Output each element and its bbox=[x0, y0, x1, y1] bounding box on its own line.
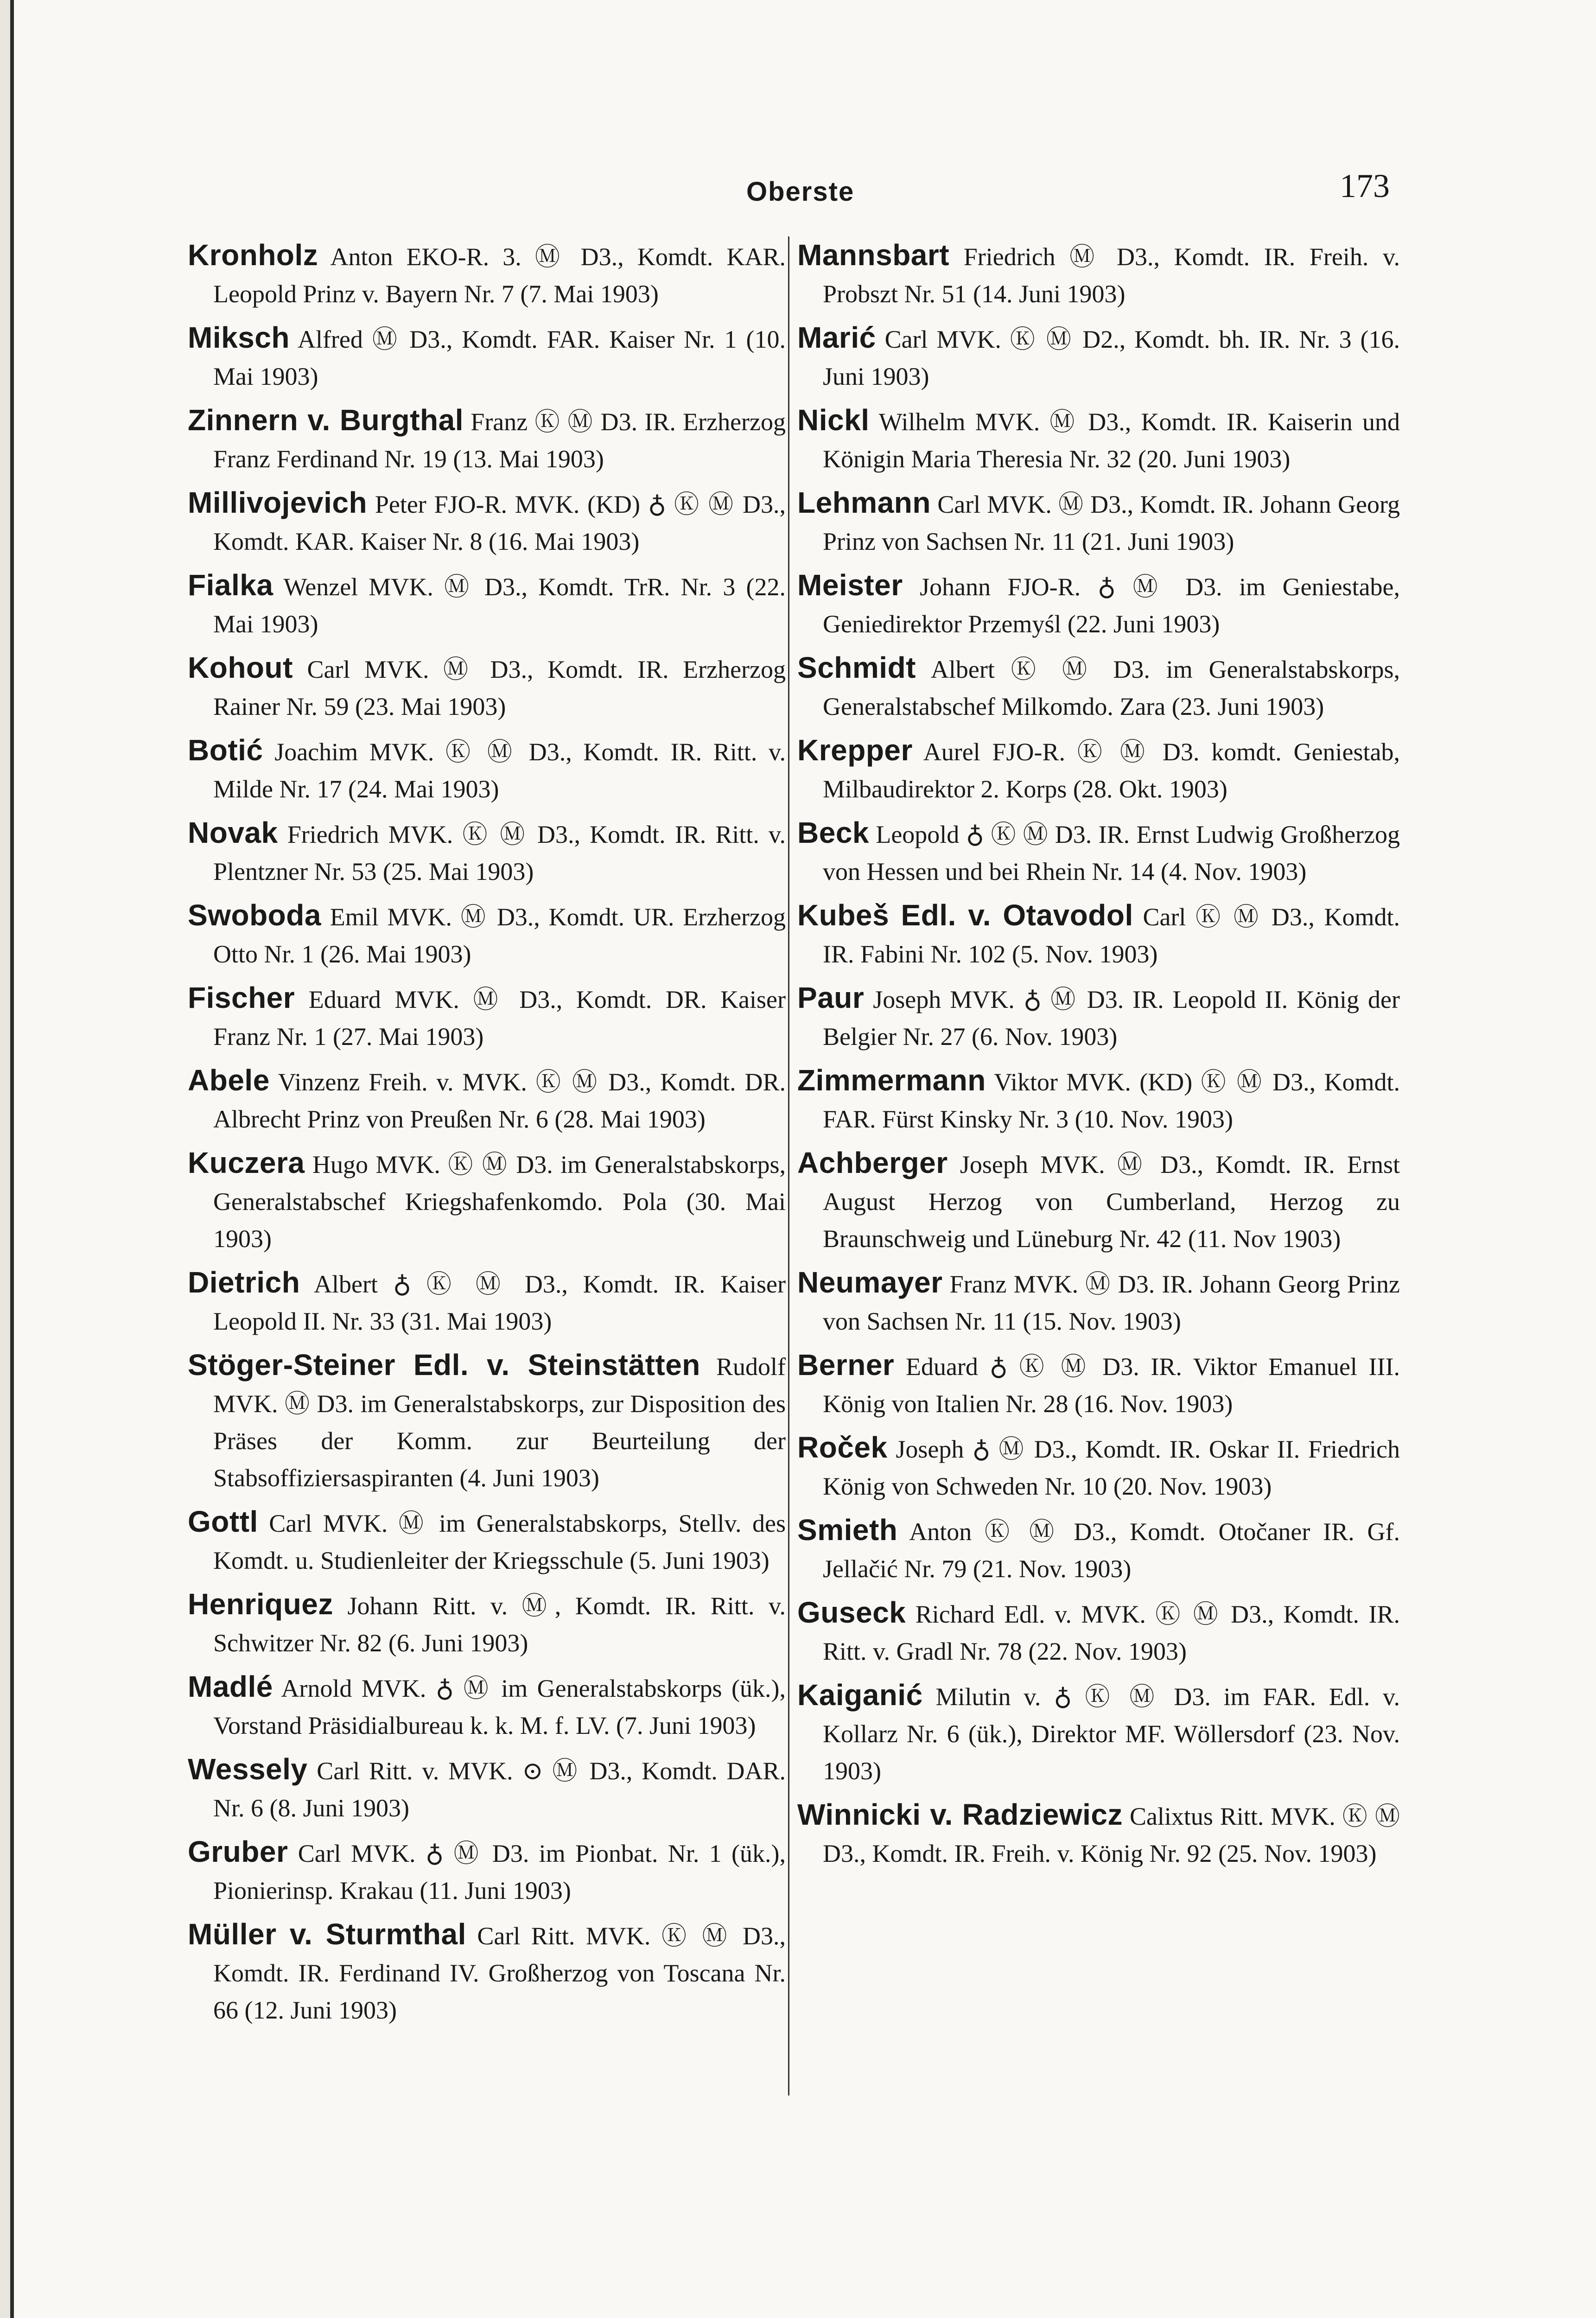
page-header bbox=[14, 167, 1596, 223]
entry-details: Albert Ⓚ Ⓜ D3. im Generalstabskorps, Generalstabschef Milkomdo. Zara (23. Juni 1903) bbox=[823, 656, 1400, 720]
officer-name: Kubeš Edl. v. Otavodol bbox=[797, 898, 1133, 932]
column-divider bbox=[788, 236, 789, 2095]
entry-details: Milutin v. ♁ Ⓚ Ⓜ D3. im FAR. Edl. v. Kollarz Nr. 6 (ük.), Direktor MF. Wöllersdorf (23. Nov. 1903) bbox=[823, 1683, 1400, 1785]
entry-details: Peter FJO-R. MVK. (KD) ♁ Ⓚ Ⓜ D3., Komdt. KAR. Kaiser Nr. 8 (16. Mai 1903) bbox=[213, 490, 786, 555]
register-entry bbox=[797, 319, 1400, 395]
entry-details: Carl MVK. Ⓚ Ⓜ D2., Komdt. bh. IR. Nr. 3 (16. Juni 1903) bbox=[823, 325, 1400, 390]
entry-details: Carl MVK. Ⓜ D3., Komdt. IR. Johann Georg Prinz von Sachsen Nr. 11 (21. Juni 1903) bbox=[823, 490, 1400, 555]
officer-name: Meister bbox=[797, 568, 903, 602]
register-entry bbox=[188, 1346, 786, 1497]
entry-details: Eduard MVK. Ⓜ D3., Komdt. DR. Kaiser Franz Nr. 1 (27. Mai 1903) bbox=[213, 986, 786, 1051]
officer-name: Miksch bbox=[188, 321, 290, 354]
officer-name: Wessely bbox=[188, 1752, 308, 1786]
entry-details: Rudolf MVK. Ⓜ D3. im Generalstabskorps, zur Disposition des Präses der Komm. zur Beurteilung der Stabsoffiziersaspiranten (4. Juni 1903) bbox=[213, 1353, 786, 1492]
officer-name: Kohout bbox=[188, 651, 293, 684]
entry-details: Friedrich MVK. Ⓚ Ⓜ D3., Komdt. IR. Ritt. v. Plentzner Nr. 53 (25. Mai 1903) bbox=[213, 821, 786, 885]
officer-name: Neumayer bbox=[797, 1266, 943, 1299]
officer-name: Abele bbox=[188, 1063, 270, 1097]
officer-name: Botić bbox=[188, 733, 263, 767]
register-entry bbox=[188, 484, 786, 560]
officer-name: Zinnern v. Burgthal bbox=[188, 403, 464, 437]
register-entry bbox=[188, 1751, 786, 1827]
officer-name: Kronholz bbox=[188, 238, 318, 272]
running-head: Oberste bbox=[746, 177, 855, 207]
officer-name: Lehmann bbox=[797, 486, 931, 519]
register-entry bbox=[797, 567, 1400, 643]
entry-details: Aurel FJO-R. Ⓚ Ⓜ D3. komdt. Geniestab, Milbaudirektor 2. Korps (28. Okt. 1903) bbox=[823, 738, 1400, 803]
register-entry bbox=[188, 649, 786, 725]
entry-details: Anton Ⓚ Ⓜ D3., Komdt. Otočaner IR. Gf. Jellačić Nr. 79 (21. Nov. 1903) bbox=[823, 1518, 1400, 1583]
register-entry bbox=[188, 1062, 786, 1138]
officer-name: Kuczera bbox=[188, 1146, 305, 1179]
entry-details: Richard Edl. v. MVK. Ⓚ Ⓜ D3., Komdt. IR. Ritt. v. Gradl Nr. 78 (22. Nov. 1903) bbox=[823, 1600, 1400, 1665]
entry-details: Friedrich Ⓜ D3., Komdt. IR. Freih. v. Probszt Nr. 51 (14. Juni 1903) bbox=[823, 243, 1400, 308]
officer-name: Beck bbox=[797, 816, 869, 849]
register-entry bbox=[797, 814, 1400, 890]
officer-name: Mannsbart bbox=[797, 238, 950, 272]
officer-name: Schmidt bbox=[797, 651, 916, 684]
officer-name: Nickl bbox=[797, 403, 870, 437]
register-entry bbox=[188, 1833, 786, 1909]
register-entry bbox=[797, 1346, 1400, 1422]
officer-name: Fialka bbox=[188, 568, 273, 602]
entry-details: Johann FJO-R. ♁ Ⓜ D3. im Geniestabe, Geniedirektor Przemyśl (22. Juni 1903) bbox=[823, 573, 1400, 638]
entry-details: Carl Ritt. MVK. Ⓚ Ⓜ D3., Komdt. IR. Ferdinand IV. Großherzog von Toscana Nr. 66 (12. Juni 1903) bbox=[213, 1922, 786, 2024]
register-entry bbox=[797, 484, 1400, 560]
book-page bbox=[10, 0, 1596, 2318]
entry-details: Franz MVK. Ⓜ D3. IR. Johann Georg Prinz von Sachsen Nr. 11 (15. Nov. 1903) bbox=[823, 1270, 1400, 1335]
officer-name: Millivojevich bbox=[188, 486, 368, 519]
register-entry bbox=[797, 1144, 1400, 1257]
entry-details: Joachim MVK. Ⓚ Ⓜ D3., Komdt. IR. Ritt. v. Milde Nr. 17 (24. Mai 1903) bbox=[213, 738, 786, 803]
register-entry bbox=[797, 236, 1400, 312]
officer-name: Swoboda bbox=[188, 898, 321, 932]
register-entry bbox=[797, 1594, 1400, 1670]
officer-name: Roček bbox=[797, 1431, 888, 1464]
entry-details: Vinzenz Freih. v. MVK. Ⓚ Ⓜ D3., Komdt. DR. Albrecht Prinz von Preußen Nr. 6 (28. Mai 1903) bbox=[213, 1068, 786, 1133]
entry-details: Eduard ♁ Ⓚ Ⓜ D3. IR. Viktor Emanuel III. König von Italien Nr. 28 (16. Nov. 1903) bbox=[823, 1353, 1400, 1418]
entry-details: Leopold ♁ Ⓚ Ⓜ D3. IR. Ernst Ludwig Großherzog von Hessen und bei Rhein Nr. 14 (4. Nov. 1903) bbox=[823, 821, 1400, 885]
register-entry bbox=[188, 814, 786, 890]
entry-details: Joseph MVK. ♁ Ⓜ D3. IR. Leopold II. König der Belgier Nr. 27 (6. Nov. 1903) bbox=[823, 986, 1400, 1051]
officer-name: Krepper bbox=[797, 733, 913, 767]
entry-details: Arnold MVK. ♁ Ⓜ im Generalstabskorps (ük.), Vorstand Präsidialbureau k. k. M. f. LV. (7. Juni 1903) bbox=[213, 1675, 786, 1739]
register-entry bbox=[188, 401, 786, 478]
entry-details: Wilhelm MVK. Ⓜ D3., Komdt. IR. Kaiserin und Königin Maria Theresia Nr. 32 (20. Juni 1903) bbox=[823, 408, 1400, 473]
register-entry bbox=[188, 236, 786, 312]
entry-details: Johann Ritt. v. Ⓜ, Komdt. IR. Ritt. v. Schwitzer Nr. 82 (6. Juni 1903) bbox=[213, 1592, 786, 1657]
register-entry bbox=[797, 1796, 1400, 1872]
officer-name: Henriquez bbox=[188, 1587, 333, 1621]
register-entry bbox=[797, 649, 1400, 725]
register-entry bbox=[188, 1586, 786, 1662]
entry-details: Carl MVK. Ⓜ D3., Komdt. IR. Erzherzog Rainer Nr. 59 (23. Mai 1903) bbox=[213, 656, 786, 720]
officer-name: Zimmermann bbox=[797, 1063, 986, 1097]
officer-name: Gottl bbox=[188, 1505, 258, 1538]
register-entry bbox=[797, 1429, 1400, 1505]
register-entry bbox=[188, 979, 786, 1055]
entry-details: Albert ♁ Ⓚ Ⓜ D3., Komdt. IR. Kaiser Leopold II. Nr. 33 (31. Mai 1903) bbox=[213, 1270, 786, 1335]
entry-details: Emil MVK. Ⓜ D3., Komdt. UR. Erzherzog Otto Nr. 1 (26. Mai 1903) bbox=[213, 903, 786, 968]
entry-details: Franz Ⓚ Ⓜ D3. IR. Erzherzog Franz Ferdinand Nr. 19 (13. Mai 1903) bbox=[213, 408, 786, 473]
officer-name: Berner bbox=[797, 1348, 895, 1382]
register-entry bbox=[188, 1916, 786, 2029]
officer-name: Stöger-Steiner Edl. v. Steinstätten bbox=[188, 1348, 700, 1382]
register-entry bbox=[797, 401, 1400, 478]
entry-details: Carl Ritt. v. MVK. ⊙ Ⓜ D3., Komdt. DAR. Nr. 6 (8. Juni 1903) bbox=[213, 1757, 786, 1822]
register-entry bbox=[797, 1264, 1400, 1340]
entry-details: Alfred Ⓜ D3., Komdt. FAR. Kaiser Nr. 1 (10. Mai 1903) bbox=[213, 325, 786, 390]
officer-name: Gruber bbox=[188, 1835, 288, 1868]
entry-details: Carl Ⓚ Ⓜ D3., Komdt. IR. Fabini Nr. 102 (5. Nov. 1903) bbox=[823, 903, 1400, 968]
register-entry bbox=[797, 1062, 1400, 1138]
entry-details: Joseph ♁ Ⓜ D3., Komdt. IR. Oskar II. Friedrich König von Schweden Nr. 10 (20. Nov. 1903) bbox=[823, 1435, 1400, 1500]
officer-name: Müller v. Sturmthal bbox=[188, 1917, 466, 1951]
register-entry bbox=[188, 1503, 786, 1579]
register-entry bbox=[188, 319, 786, 395]
entry-details: Calixtus Ritt. MVK. Ⓚ Ⓜ D3., Komdt. IR. Freih. v. König Nr. 92 (25. Nov. 1903) bbox=[823, 1802, 1400, 1867]
left-column bbox=[188, 236, 786, 2035]
entry-details: Carl MVK. ♁ Ⓜ D3. im Pionbat. Nr. 1 (ük.), Pionierinsp. Krakau (11. Juni 1903) bbox=[213, 1840, 786, 1904]
register-entry bbox=[797, 732, 1400, 808]
entry-details: Carl MVK. Ⓜ im Generalstabskorps, Stellv. des Komdt. u. Studienleiter der Kriegsschule (5. Juni 1903) bbox=[213, 1509, 786, 1574]
officer-name: Dietrich bbox=[188, 1266, 300, 1299]
officer-name: Guseck bbox=[797, 1596, 906, 1629]
officer-name: Madlé bbox=[188, 1670, 273, 1703]
register-entry bbox=[188, 732, 786, 808]
officer-name: Marić bbox=[797, 321, 876, 354]
entry-details: Anton EKO-R. 3. Ⓜ D3., Komdt. KAR. Leopold Prinz v. Bayern Nr. 7 (7. Mai 1903) bbox=[213, 243, 786, 308]
officer-name: Winnicki v. Radziewicz bbox=[797, 1798, 1123, 1831]
register-entry bbox=[188, 1264, 786, 1340]
register-entry bbox=[797, 979, 1400, 1055]
officer-name: Achberger bbox=[797, 1146, 948, 1179]
register-entry bbox=[797, 1511, 1400, 1587]
right-column bbox=[797, 236, 1400, 1879]
officer-name: Smieth bbox=[797, 1513, 898, 1547]
register-entry bbox=[188, 897, 786, 973]
register-entry bbox=[188, 567, 786, 643]
officer-name: Paur bbox=[797, 981, 865, 1014]
entry-details: Joseph MVK. Ⓜ D3., Komdt. IR. Ernst August Herzog von Cumberland, Herzog zu Braunschweig und Lüneburg Nr. 42 (11. Nov 1903) bbox=[823, 1151, 1400, 1253]
register-entry bbox=[188, 1144, 786, 1257]
register-entry bbox=[188, 1668, 786, 1744]
entry-details: Hugo MVK. Ⓚ Ⓜ D3. im Generalstabskorps, Generalstabschef Kriegshafenkomdo. Pola (30. Mai 1903) bbox=[213, 1151, 786, 1253]
entry-details: Viktor MVK. (KD) Ⓚ Ⓜ D3., Komdt. FAR. Fürst Kinsky Nr. 3 (10. Nov. 1903) bbox=[823, 1068, 1400, 1133]
entry-details: Wenzel MVK. Ⓜ D3., Komdt. TrR. Nr. 3 (22. Mai 1903) bbox=[213, 573, 786, 638]
officer-name: Fischer bbox=[188, 981, 295, 1014]
register-entry bbox=[797, 1676, 1400, 1789]
page-number: 173 bbox=[1340, 167, 1390, 204]
officer-name: Kaiganić bbox=[797, 1678, 923, 1712]
officer-name: Novak bbox=[188, 816, 278, 849]
register-entry bbox=[797, 897, 1400, 973]
